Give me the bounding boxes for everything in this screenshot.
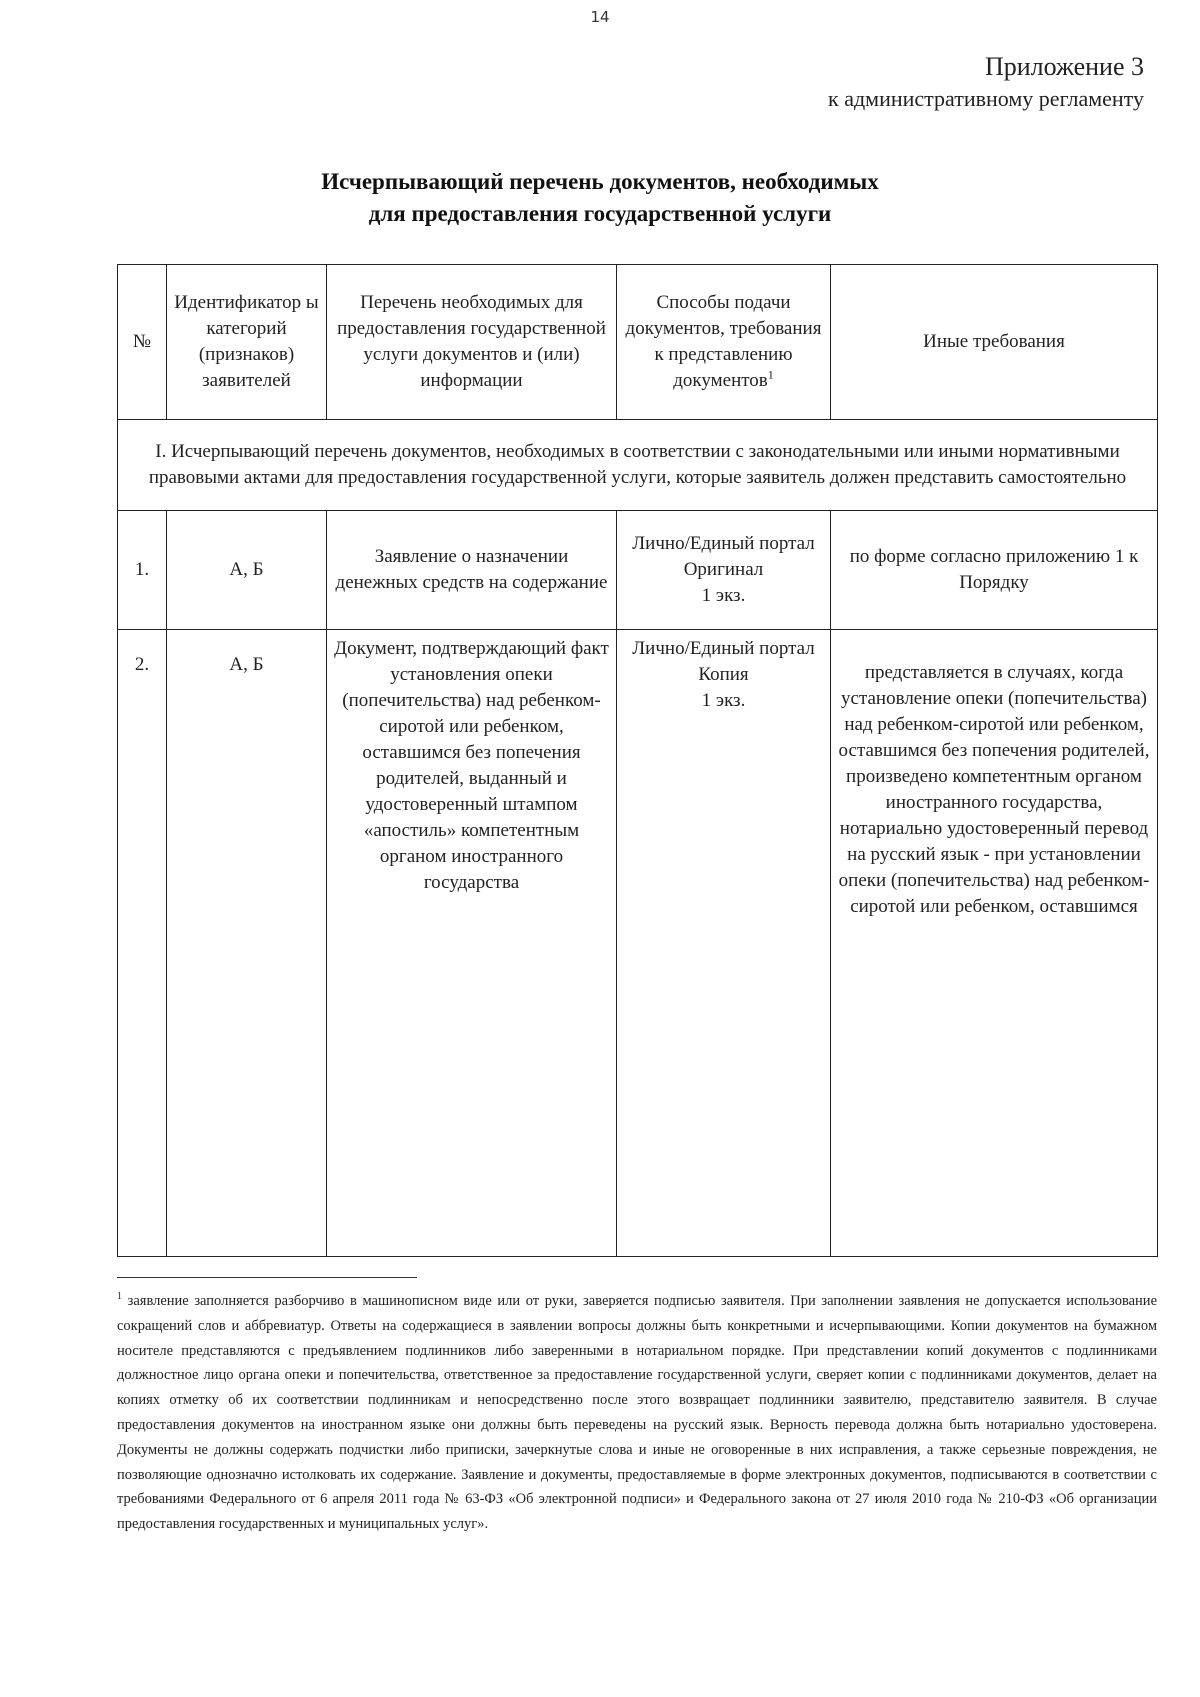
section-row [118, 420, 1158, 511]
appendix-subtitle: к административному регламенту [828, 86, 1144, 111]
footnote-ref: 1 [767, 367, 774, 382]
header-identifiers: Идентификатор ы категорий (признаков) заявителей [167, 265, 327, 420]
header-other: Иные требования [831, 265, 1158, 420]
table-row [118, 630, 1158, 1257]
row-methods: Лично/Единый портал Оригинал 1 экз. [617, 511, 831, 630]
document-title [0, 166, 1200, 230]
documents-table [117, 264, 1158, 1257]
row-document: Документ, подтверждающий факт установления опеки (попечительства) над ребенком-сиротой или ребенком, оставшимся без попечения родителей, выданный и удостоверенный штампом «апостиль» компетентным органом иностранного государства [327, 630, 617, 1257]
appendix-title: Приложение 3 [984, 52, 1144, 81]
header-num: № [118, 265, 167, 420]
row-other: по форме согласно приложению 1 к Порядку [831, 511, 1158, 630]
appendix-header [828, 50, 1144, 114]
footnote [117, 1289, 1157, 1537]
row-document: Заявление о назначении денежных средств на содержание [327, 511, 617, 630]
row-categories: А, Б [167, 511, 327, 630]
row-num: 1. [118, 511, 167, 630]
footnote-mark: 1 [117, 1291, 122, 1303]
row-methods: Лично/Единый портал Копия 1 экз. [617, 630, 831, 1257]
section-1-title: I. Исчерпывающий перечень документов, необходимых в соответствии с законодательными или иными нормативными правовыми актами для предоставления государственной услуги, которые заявитель должен представить самостоятельно [118, 420, 1158, 511]
row-other: представляется в случаях, когда установление опеки (попечительства) над ребенком-сиротой или ребенком, оставшимся без попечения родителей, произведено компетентным органом иностранного государства, нотариально удостоверенный перевод на русский язык - при установлении опеки (попечительства) над ребенком-сиротой или ребенком, оставшимся [831, 630, 1158, 1257]
table-row [118, 511, 1158, 630]
page-number: 14 [590, 8, 610, 26]
header-methods-text: Способы подачи документов, требования к представлению документов [625, 292, 822, 391]
document-title-line1: Исчерпывающий перечень документов, необходимых [321, 169, 879, 194]
row-categories: А, Б [167, 630, 327, 1257]
header-documents: Перечень необходимых для предоставления государственной услуги документов и (или) информации [327, 265, 617, 420]
footnote-divider [117, 1277, 417, 1278]
footnote-text: заявление заполняется разборчиво в машинописном виде или от руки, заверяется подписью заявителя. При заполнении заявления не допускается использование сокращений слов и аббревиатур. Ответы на содержащиеся в заявлении вопросы должны быть конкретными и исчерпывающими. Копии документов на бумажном носителе представляются с предъявлением подлинников либо заверенными в нотариальном порядке. При представлении копий документов с подлинниками должностное лицо органа опеки и попечительства, ответственное за предоставление государственной услуги, сверяет копии с подлинниками документов, делает на копиях отметку об их соответствии подлинникам и непосредственно после этого возвращает подлинники заявителю, представителю заявителя. В случае предоставления документов на иностранном языке они должны быть переведены на русский язык. Верность перевода должна быть нотариально удостоверена. Документы не должны содержать подчистки либо приписки, зачеркнутые слова и иные не оговоренные в них исправления, а также серьезные повреждения, не позволяющие однозначно истолковать их содержание. Заявление и документы, предоставляемые в форме электронных документов, подписываются в соответствии с требованиями Федерального от 6 апреля 2011 года № 63-ФЗ «Об электронной подписи» и Федерального закона от 27 июля 2010 года № 210-ФЗ «Об организации предоставления государственных и муниципальных услуг». [117, 1293, 1157, 1533]
header-methods [617, 265, 831, 420]
row-num: 2. [118, 630, 167, 1257]
document-title-line2: для предоставления государственной услуги [368, 201, 832, 226]
table-header-row [118, 265, 1158, 420]
